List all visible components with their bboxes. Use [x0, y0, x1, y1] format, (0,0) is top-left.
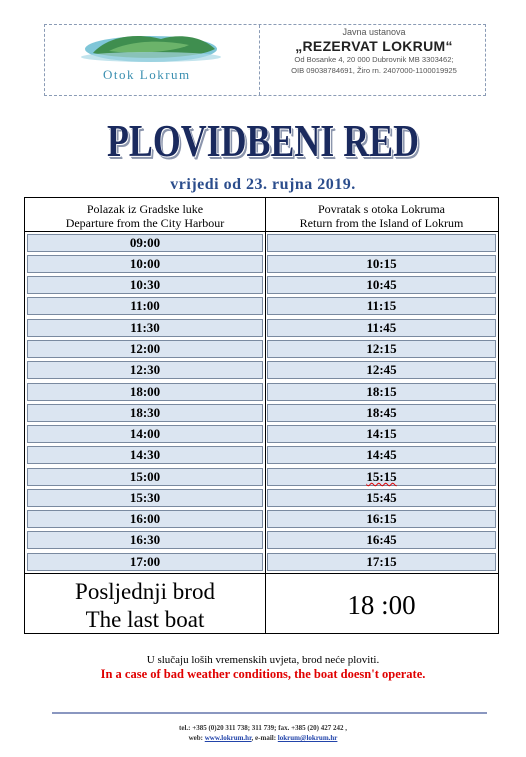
- timetable: [24, 197, 499, 634]
- return-time: 16:15: [267, 510, 496, 528]
- departure-time: 12:00: [27, 340, 263, 358]
- departure-time: 17:00: [27, 553, 263, 571]
- departure-time: 10:00: [27, 255, 263, 273]
- departures-column: [25, 198, 266, 633]
- letterhead: [44, 24, 486, 96]
- departure-time: 14:00: [27, 425, 263, 443]
- last-boat-time: 18 :00: [265, 573, 498, 633]
- institution-type: Javna ustanova: [342, 27, 406, 37]
- last-boat-hr: Posljednji brod: [75, 579, 215, 604]
- departure-time: 11:00: [27, 297, 263, 315]
- weather-note-hr: U slučaju loših vremenskih uvjeta, brod neće ploviti.: [146, 654, 380, 666]
- web-label: web:: [188, 734, 203, 742]
- weather-note-en: In a case of bad weather conditions, the boat doesn't operate.: [100, 667, 426, 681]
- return-time: [267, 234, 496, 252]
- lokrum-logo: [69, 31, 239, 91]
- return-time: 17:15: [267, 553, 496, 571]
- logo-text: Otok Lokrum: [103, 67, 191, 82]
- departure-time: 10:30: [27, 276, 263, 294]
- departure-time: 15:00: [27, 468, 263, 486]
- returns-header-hr: Povratak s otoka Lokruma: [318, 202, 445, 216]
- departure-time: 14:30: [27, 446, 263, 464]
- departure-time: 12:30: [27, 361, 263, 379]
- footer-rule: [52, 712, 487, 714]
- institution-ids: OIB 09038784691, Žiro rn. 2407000-1100019925: [291, 66, 457, 75]
- return-time: 18:15: [267, 383, 496, 401]
- returns-header: [265, 198, 498, 232]
- header-divider: [259, 25, 260, 95]
- returns-header-en: Return from the Island of Lokrum: [299, 216, 464, 230]
- departure-time: 18:00: [27, 383, 263, 401]
- return-time: 14:45: [267, 446, 496, 464]
- island-logo-icon: [69, 31, 239, 71]
- footer-phones: tel.: +385 (0)20 311 738; 311 739; fax. +385 (20) 427 242 ,: [179, 724, 347, 732]
- institution-address: Od Bosanke 4, 20 000 Dubrovnik MB 3303462;: [294, 55, 454, 64]
- email-label: e-mail:: [255, 734, 277, 742]
- return-time: 16:45: [267, 531, 496, 549]
- last-boat-en: The last boat: [85, 607, 205, 632]
- departure-time: 15:30: [27, 489, 263, 507]
- departures-header: [25, 198, 265, 232]
- return-time: 14:15: [267, 425, 496, 443]
- page-title: PLOVIDBENI RED: [106, 115, 420, 166]
- email-link[interactable]: lokrum@lokrum.hr: [277, 734, 338, 742]
- last-boat-label: [25, 573, 265, 633]
- departure-time: 16:30: [27, 531, 263, 549]
- website-link[interactable]: www.lokrum.hr: [204, 734, 252, 742]
- return-time: 11:15: [267, 297, 496, 315]
- return-time: 11:45: [267, 319, 496, 337]
- departure-time: 18:30: [27, 404, 263, 422]
- departures-header-hr: Polazak iz Gradske luke: [86, 202, 204, 216]
- departure-time: 16:00: [27, 510, 263, 528]
- institution-block: [261, 25, 487, 76]
- valid-from: vrijedi od 23. rujna 2019.: [170, 176, 356, 193]
- departures-header-en: Departure from the City Harbour: [65, 216, 225, 230]
- return-time: 15:45: [267, 489, 496, 507]
- return-time: 12:15: [267, 340, 496, 358]
- return-time: 15:15: [267, 468, 496, 486]
- return-time: 10:45: [267, 276, 496, 294]
- returns-column: [265, 198, 498, 633]
- return-time: 18:45: [267, 404, 496, 422]
- return-time: 12:45: [267, 361, 496, 379]
- footer-contacts: web: www.lokrum.hr, e-mail: lokrum@lokrum.hr: [188, 734, 338, 742]
- institution-name: „REZERVAT LOKRUM“: [295, 38, 453, 54]
- departure-time: 09:00: [27, 234, 263, 252]
- return-time: 10:15: [267, 255, 496, 273]
- departure-time: 11:30: [27, 319, 263, 337]
